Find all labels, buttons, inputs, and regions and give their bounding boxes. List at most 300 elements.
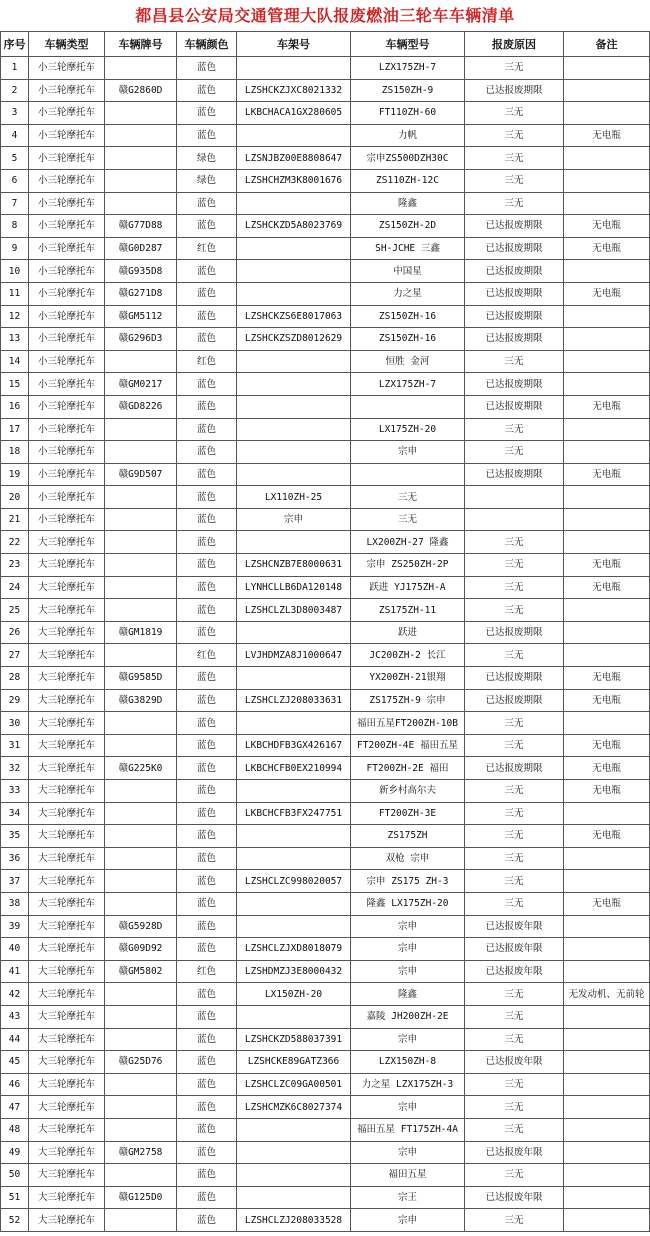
model-cell: 三无	[351, 486, 465, 509]
model-cell: 宗申	[351, 1096, 465, 1119]
type-cell: 大三轮摩托车	[29, 712, 105, 735]
frame-cell: LZSHCLZL3D8003487	[237, 599, 351, 622]
type-cell: 大三轮摩托车	[29, 644, 105, 667]
table-row	[1, 282, 650, 305]
plate-cell: 赣G3829D	[105, 689, 177, 712]
plate-cell	[105, 57, 177, 80]
table-row	[1, 486, 650, 509]
color-cell: 绿色	[177, 147, 237, 170]
reason-cell: 已达报废期限	[465, 79, 564, 102]
color-cell: 绿色	[177, 169, 237, 192]
type-cell: 小三轮摩托车	[29, 192, 105, 215]
index-cell: 32	[1, 757, 29, 780]
model-cell	[351, 463, 465, 486]
model-cell: ZS110ZH-12C	[351, 169, 465, 192]
type-cell: 小三轮摩托车	[29, 350, 105, 373]
reason-cell: 已达报废期限	[465, 282, 564, 305]
index-cell: 3	[1, 102, 29, 125]
remark-cell: 无电瓶	[564, 395, 650, 418]
remark-cell	[564, 1005, 650, 1028]
index-cell: 6	[1, 169, 29, 192]
frame-cell: LZSHCMZK6C8027374	[237, 1096, 351, 1119]
frame-cell: LZSHCLZJXD8018079	[237, 938, 351, 961]
plate-cell	[105, 192, 177, 215]
model-cell: 宗申	[351, 915, 465, 938]
plate-cell	[105, 508, 177, 531]
frame-cell: LZSHCNZB7E8000631	[237, 554, 351, 577]
frame-cell: LKBCHCFB0EX210994	[237, 757, 351, 780]
plate-cell: 赣GM2758	[105, 1141, 177, 1164]
model-cell: 宗申 ZS250ZH-2P	[351, 554, 465, 577]
type-cell: 大三轮摩托车	[29, 1209, 105, 1232]
index-cell: 11	[1, 282, 29, 305]
type-cell: 小三轮摩托车	[29, 395, 105, 418]
reason-cell: 三无	[465, 554, 564, 577]
vehicle-table	[0, 31, 650, 1232]
index-cell: 46	[1, 1073, 29, 1096]
table-row	[1, 847, 650, 870]
frame-cell	[237, 1141, 351, 1164]
remark-cell: 无电瓶	[564, 554, 650, 577]
type-cell: 大三轮摩托车	[29, 983, 105, 1006]
color-cell: 蓝色	[177, 215, 237, 238]
plate-cell	[105, 102, 177, 125]
remark-cell	[564, 57, 650, 80]
reason-cell: 三无	[465, 644, 564, 667]
table-row	[1, 1028, 650, 1051]
remark-cell	[564, 486, 650, 509]
plate-cell	[105, 531, 177, 554]
color-cell: 蓝色	[177, 1051, 237, 1074]
index-cell: 44	[1, 1028, 29, 1051]
table-row	[1, 757, 650, 780]
frame-cell	[237, 441, 351, 464]
frame-cell	[237, 350, 351, 373]
plate-cell	[105, 712, 177, 735]
plate-cell: 赣G0D287	[105, 237, 177, 260]
type-cell: 小三轮摩托车	[29, 373, 105, 396]
plate-cell	[105, 780, 177, 803]
plate-cell	[105, 441, 177, 464]
remark-cell	[564, 1028, 650, 1051]
index-cell: 9	[1, 237, 29, 260]
table-header-row	[1, 32, 650, 57]
reason-cell: 三无	[465, 1209, 564, 1232]
document-title: 都昌县公安局交通管理大队报废燃油三轮车车辆清单	[135, 6, 515, 25]
model-cell: 隆鑫	[351, 983, 465, 1006]
model-cell: ZS150ZH-16	[351, 328, 465, 351]
color-cell: 蓝色	[177, 79, 237, 102]
type-cell: 小三轮摩托车	[29, 282, 105, 305]
frame-cell	[237, 282, 351, 305]
table-row	[1, 237, 650, 260]
reason-cell: 已达报废期限	[465, 463, 564, 486]
color-cell: 蓝色	[177, 395, 237, 418]
frame-cell: LZSHCKE89GATZ366	[237, 1051, 351, 1074]
index-cell: 14	[1, 350, 29, 373]
frame-cell: LKBCHACA1GX280605	[237, 102, 351, 125]
index-cell: 15	[1, 373, 29, 396]
reason-cell	[465, 508, 564, 531]
reason-cell: 三无	[465, 712, 564, 735]
plate-cell: 赣G225K0	[105, 757, 177, 780]
index-cell: 39	[1, 915, 29, 938]
model-cell: 力之星 LZX175ZH-3	[351, 1073, 465, 1096]
table-row	[1, 463, 650, 486]
type-cell: 小三轮摩托车	[29, 215, 105, 238]
index-cell: 33	[1, 780, 29, 803]
index-cell: 41	[1, 960, 29, 983]
model-cell: LX175ZH-20	[351, 418, 465, 441]
plate-cell: 赣GD8226	[105, 395, 177, 418]
plate-cell	[105, 802, 177, 825]
index-cell: 24	[1, 576, 29, 599]
index-cell: 18	[1, 441, 29, 464]
frame-cell	[237, 847, 351, 870]
frame-cell: LZSHCKZD5A8023769	[237, 215, 351, 238]
plate-cell	[105, 1073, 177, 1096]
type-cell: 小三轮摩托车	[29, 79, 105, 102]
type-cell: 大三轮摩托车	[29, 734, 105, 757]
model-cell: 宗申	[351, 960, 465, 983]
color-cell: 红色	[177, 350, 237, 373]
type-cell: 大三轮摩托车	[29, 1186, 105, 1209]
color-cell: 蓝色	[177, 599, 237, 622]
plate-cell	[105, 1005, 177, 1028]
frame-cell: LZSHCKZS6E8017063	[237, 305, 351, 328]
reason-cell: 已达报废期限	[465, 621, 564, 644]
color-cell: 蓝色	[177, 531, 237, 554]
table-row	[1, 531, 650, 554]
color-cell: 蓝色	[177, 486, 237, 509]
reason-cell: 已达报废年限	[465, 1141, 564, 1164]
model-cell: 跃进	[351, 621, 465, 644]
table-row	[1, 1118, 650, 1141]
index-cell: 37	[1, 870, 29, 893]
frame-cell: LZSHCKZSZD8012629	[237, 328, 351, 351]
index-cell: 47	[1, 1096, 29, 1119]
color-cell: 蓝色	[177, 1164, 237, 1187]
reason-cell: 三无	[465, 102, 564, 125]
table-row	[1, 802, 650, 825]
plate-cell	[105, 1164, 177, 1187]
type-cell: 大三轮摩托车	[29, 576, 105, 599]
color-cell: 蓝色	[177, 689, 237, 712]
frame-cell	[237, 825, 351, 848]
remark-cell	[564, 169, 650, 192]
table-row	[1, 1051, 650, 1074]
frame-cell: LX150ZH-20	[237, 983, 351, 1006]
table-row	[1, 147, 650, 170]
type-cell: 小三轮摩托车	[29, 463, 105, 486]
remark-cell	[564, 1073, 650, 1096]
index-cell: 27	[1, 644, 29, 667]
model-cell: ZS150ZH-2D	[351, 215, 465, 238]
table-row	[1, 260, 650, 283]
remark-cell: 无电瓶	[564, 576, 650, 599]
index-cell: 40	[1, 938, 29, 961]
color-cell: 蓝色	[177, 1028, 237, 1051]
color-cell: 蓝色	[177, 1073, 237, 1096]
index-cell: 21	[1, 508, 29, 531]
reason-cell: 三无	[465, 576, 564, 599]
frame-cell: LKBCHCFB3FX247751	[237, 802, 351, 825]
frame-cell: LZSHCHZM3K8001676	[237, 169, 351, 192]
remark-cell	[564, 847, 650, 870]
reason-cell: 三无	[465, 350, 564, 373]
reason-cell: 三无	[465, 1073, 564, 1096]
table-row	[1, 644, 650, 667]
color-cell: 蓝色	[177, 305, 237, 328]
table-row	[1, 938, 650, 961]
frame-cell: LKBCHDFB3GX426167	[237, 734, 351, 757]
color-cell: 蓝色	[177, 757, 237, 780]
model-cell: 跃进 YJ175ZH-A	[351, 576, 465, 599]
table-row	[1, 734, 650, 757]
model-cell: 福田五星FT200ZH-10B	[351, 712, 465, 735]
remark-cell	[564, 147, 650, 170]
table-row	[1, 621, 650, 644]
remark-cell: 无电瓶	[564, 757, 650, 780]
reason-cell: 已达报废年限	[465, 915, 564, 938]
remark-cell	[564, 531, 650, 554]
plate-cell	[105, 169, 177, 192]
type-cell: 大三轮摩托车	[29, 802, 105, 825]
table-row	[1, 328, 650, 351]
reason-cell: 三无	[465, 1096, 564, 1119]
table-row	[1, 215, 650, 238]
plate-cell	[105, 983, 177, 1006]
index-cell: 43	[1, 1005, 29, 1028]
remark-cell	[564, 938, 650, 961]
model-cell: LZX150ZH-8	[351, 1051, 465, 1074]
model-cell: JC200ZH-2 长江	[351, 644, 465, 667]
reason-cell: 已达报废期限	[465, 215, 564, 238]
remark-cell	[564, 644, 650, 667]
type-cell: 大三轮摩托车	[29, 667, 105, 690]
table-row	[1, 1164, 650, 1187]
type-cell: 小三轮摩托车	[29, 57, 105, 80]
index-cell: 45	[1, 1051, 29, 1074]
color-cell: 蓝色	[177, 938, 237, 961]
remark-cell	[564, 192, 650, 215]
plate-cell: 赣G2860D	[105, 79, 177, 102]
type-cell: 大三轮摩托车	[29, 531, 105, 554]
table-row	[1, 124, 650, 147]
type-cell: 大三轮摩托车	[29, 1164, 105, 1187]
plate-cell: 赣G935D8	[105, 260, 177, 283]
color-cell: 蓝色	[177, 1096, 237, 1119]
table-row	[1, 667, 650, 690]
model-cell: 福田五星	[351, 1164, 465, 1187]
type-cell: 小三轮摩托车	[29, 237, 105, 260]
index-cell: 36	[1, 847, 29, 870]
table-row	[1, 508, 650, 531]
frame-cell	[237, 531, 351, 554]
plate-cell: 赣G09D92	[105, 938, 177, 961]
table-row	[1, 712, 650, 735]
index-cell: 52	[1, 1209, 29, 1232]
type-cell: 小三轮摩托车	[29, 124, 105, 147]
model-cell: SH-JCHE 三鑫	[351, 237, 465, 260]
index-cell: 48	[1, 1118, 29, 1141]
reason-cell: 已达报废期限	[465, 395, 564, 418]
frame-cell	[237, 712, 351, 735]
reason-cell: 三无	[465, 780, 564, 803]
plate-cell	[105, 599, 177, 622]
reason-cell: 三无	[465, 1028, 564, 1051]
table-row	[1, 1073, 650, 1096]
model-cell: 力之星	[351, 282, 465, 305]
table-row	[1, 1186, 650, 1209]
color-cell: 蓝色	[177, 621, 237, 644]
model-cell: LZX175ZH-7	[351, 57, 465, 80]
model-cell: LZX175ZH-7	[351, 373, 465, 396]
table-row	[1, 960, 650, 983]
frame-cell	[237, 237, 351, 260]
remark-cell	[564, 621, 650, 644]
reason-cell: 已达报废期限	[465, 260, 564, 283]
color-cell: 蓝色	[177, 418, 237, 441]
index-cell: 26	[1, 621, 29, 644]
index-cell: 4	[1, 124, 29, 147]
model-cell: ZS175ZH-9 宗申	[351, 689, 465, 712]
frame-cell	[237, 373, 351, 396]
type-cell: 大三轮摩托车	[29, 780, 105, 803]
color-cell: 蓝色	[177, 463, 237, 486]
plate-cell	[105, 554, 177, 577]
table-row	[1, 554, 650, 577]
reason-cell: 三无	[465, 825, 564, 848]
model-cell: 宗王	[351, 1186, 465, 1209]
type-cell: 大三轮摩托车	[29, 554, 105, 577]
type-cell: 大三轮摩托车	[29, 1141, 105, 1164]
plate-cell	[105, 124, 177, 147]
color-cell: 蓝色	[177, 870, 237, 893]
table-row	[1, 825, 650, 848]
index-cell: 35	[1, 825, 29, 848]
color-cell: 蓝色	[177, 576, 237, 599]
frame-cell	[237, 1186, 351, 1209]
color-cell: 蓝色	[177, 192, 237, 215]
frame-cell	[237, 667, 351, 690]
model-cell: 嘉陵 JH200ZH-2E	[351, 1005, 465, 1028]
reason-cell	[465, 486, 564, 509]
reason-cell: 三无	[465, 169, 564, 192]
plate-cell	[105, 847, 177, 870]
plate-cell	[105, 644, 177, 667]
type-cell: 小三轮摩托车	[29, 305, 105, 328]
index-cell: 38	[1, 892, 29, 915]
header-cell-type: 车辆类型	[29, 32, 105, 57]
table-row	[1, 192, 650, 215]
table-row	[1, 169, 650, 192]
table-row	[1, 1005, 650, 1028]
color-cell: 红色	[177, 237, 237, 260]
frame-cell	[237, 892, 351, 915]
plate-cell	[105, 734, 177, 757]
model-cell: FT200ZH-3E	[351, 802, 465, 825]
plate-cell: 赣GM1819	[105, 621, 177, 644]
type-cell: 小三轮摩托车	[29, 441, 105, 464]
table-row	[1, 892, 650, 915]
type-cell: 大三轮摩托车	[29, 1051, 105, 1074]
index-cell: 19	[1, 463, 29, 486]
type-cell: 大三轮摩托车	[29, 1005, 105, 1028]
type-cell: 小三轮摩托车	[29, 102, 105, 125]
table-row	[1, 1141, 650, 1164]
frame-cell: LZSHDMZJ3E8000432	[237, 960, 351, 983]
remark-cell: 无电瓶	[564, 237, 650, 260]
color-cell: 蓝色	[177, 124, 237, 147]
table-body	[1, 57, 650, 1232]
type-cell: 大三轮摩托车	[29, 599, 105, 622]
model-cell: 宗申	[351, 1028, 465, 1051]
index-cell: 2	[1, 79, 29, 102]
reason-cell: 三无	[465, 870, 564, 893]
model-cell: 宗申ZS500DZH30C	[351, 147, 465, 170]
table-row	[1, 689, 650, 712]
table-row	[1, 441, 650, 464]
index-cell: 20	[1, 486, 29, 509]
remark-cell	[564, 1186, 650, 1209]
table-row	[1, 57, 650, 80]
color-cell: 红色	[177, 960, 237, 983]
frame-cell	[237, 621, 351, 644]
frame-cell	[237, 1164, 351, 1187]
reason-cell: 已达报废年限	[465, 938, 564, 961]
remark-cell	[564, 802, 650, 825]
frame-cell: LZSHCKZJXC8021332	[237, 79, 351, 102]
reason-cell: 已达报废年限	[465, 1186, 564, 1209]
remark-cell	[564, 915, 650, 938]
model-cell: 中国星	[351, 260, 465, 283]
plate-cell: 赣GM0217	[105, 373, 177, 396]
remark-cell	[564, 1051, 650, 1074]
color-cell: 蓝色	[177, 441, 237, 464]
type-cell: 大三轮摩托车	[29, 757, 105, 780]
table-row	[1, 983, 650, 1006]
reason-cell: 三无	[465, 147, 564, 170]
plate-cell: 赣G9585D	[105, 667, 177, 690]
remark-cell	[564, 1164, 650, 1187]
remark-cell: 无电瓶	[564, 215, 650, 238]
type-cell: 大三轮摩托车	[29, 1073, 105, 1096]
remark-cell	[564, 305, 650, 328]
remark-cell: 无电瓶	[564, 825, 650, 848]
model-cell: 隆鑫	[351, 192, 465, 215]
remark-cell	[564, 441, 650, 464]
model-cell: 力帆	[351, 124, 465, 147]
type-cell: 小三轮摩托车	[29, 260, 105, 283]
plate-cell: 赣GM5802	[105, 960, 177, 983]
remark-cell: 无电瓶	[564, 689, 650, 712]
remark-cell	[564, 870, 650, 893]
plate-cell: 赣GM5112	[105, 305, 177, 328]
plate-cell	[105, 1096, 177, 1119]
color-cell: 蓝色	[177, 825, 237, 848]
color-cell: 蓝色	[177, 282, 237, 305]
plate-cell	[105, 147, 177, 170]
reason-cell: 三无	[465, 1118, 564, 1141]
reason-cell: 三无	[465, 734, 564, 757]
index-cell: 8	[1, 215, 29, 238]
color-cell: 蓝色	[177, 667, 237, 690]
color-cell: 蓝色	[177, 847, 237, 870]
remark-cell	[564, 599, 650, 622]
color-cell: 蓝色	[177, 328, 237, 351]
remark-cell	[564, 960, 650, 983]
